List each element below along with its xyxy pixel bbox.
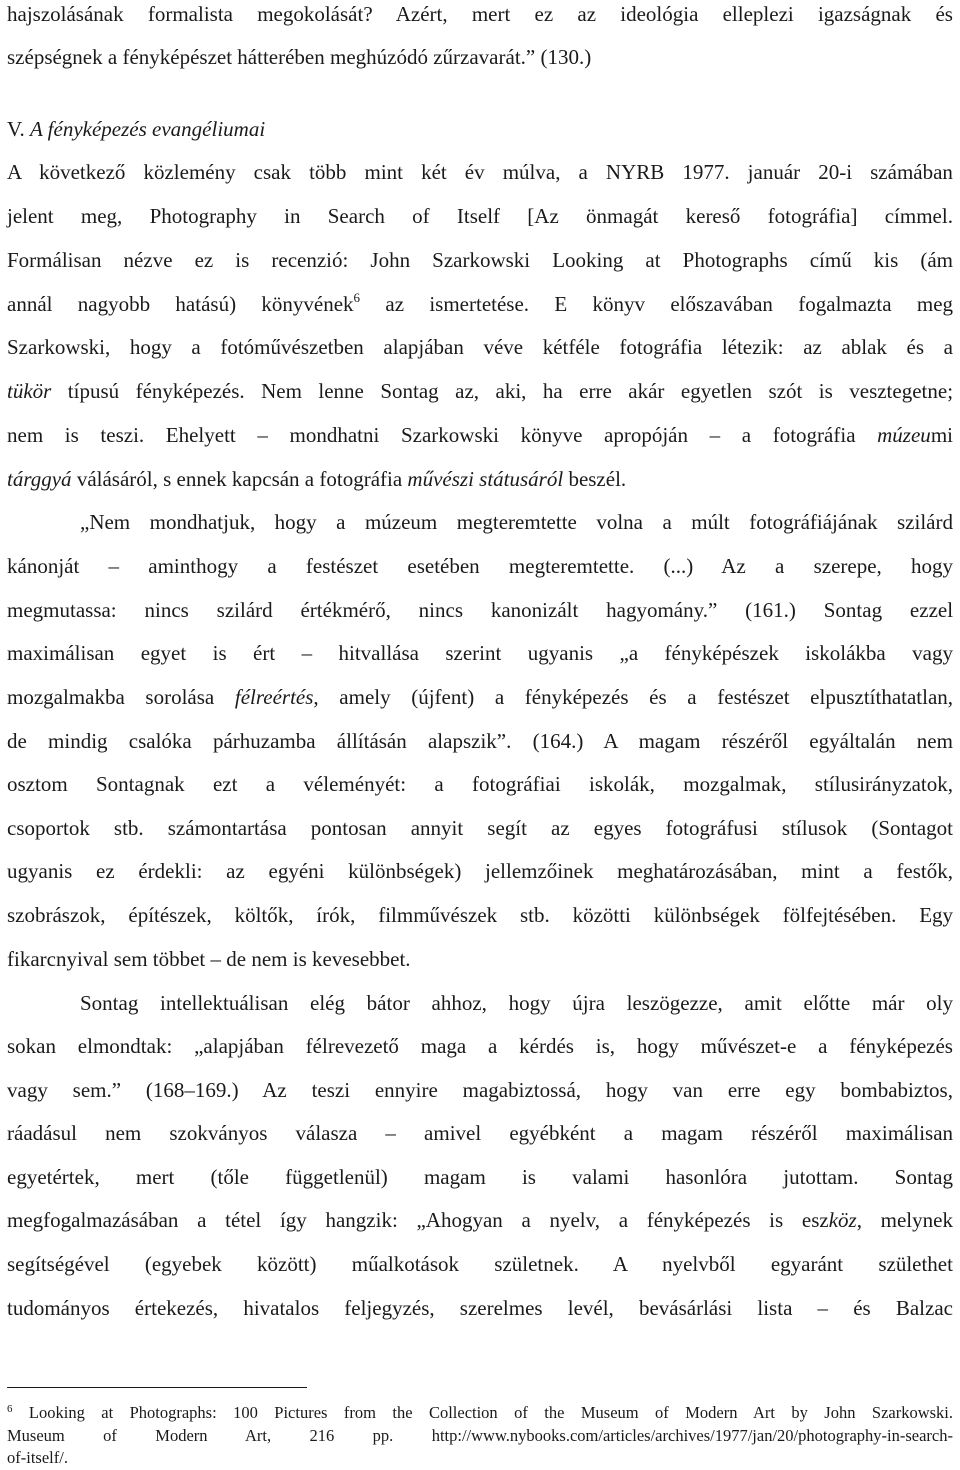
text-line [7,727,953,755]
text-run: nem is teszi. Ehelyett – mondhatni Szarkowski könyve apropóján – a fotográfia [7,423,878,447]
text-line [7,43,591,71]
text-run: beszél. [563,467,627,491]
text-run: fikarcnyival sem többet – de nem is kevesebbet. [7,947,411,971]
text-run: egyetértek, mert (tőle függetlenül) magam is valami hasonlóra jutottam. Sontag [7,1165,954,1189]
text-run: az ismertetése. E könyv előszavában fogalmazta meg [360,292,954,316]
text-line [7,1206,953,1234]
text-line [7,814,953,842]
text-run: hajszolásának formalista megokolását? Azért, mert ez az ideológia elleplezi igazságnak és [7,2,953,26]
text-run: csoportok stb. számontartása pontosan annyit segít az egyes fotográfusi stílusok (Sontagot [7,816,954,840]
text-line [7,0,953,28]
text-run: jelent meg, Photography in Search of Itself [Az önmagát kereső fotográfia] címmel. [7,204,953,228]
text-line [7,1032,953,1060]
footnote-separator [7,1387,307,1388]
italic-text: tükör [7,379,52,403]
text-run: , amely (újfent) a fényképezés és a festészet elpusztíthatatlan, [313,685,954,709]
text-line [7,1250,953,1278]
text-line [7,552,953,580]
text-run: megmutassa: nincs szilárd értékmérő, nincs kanonizált hagyomány.” (161.) Sontag ezzel [7,598,954,622]
italic-text: múzeu [877,423,931,447]
text-run: annál nagyobb hatású) könyvének [7,292,354,316]
text-line [7,945,411,973]
text-line [7,596,953,624]
text-line [7,1076,953,1104]
text-line [7,465,626,493]
text-line [7,246,953,274]
text-run: típusú fényképezés. Nem lenne Sontag az, aki, ha erre akár egyetlen szót is vesztegetne; [51,379,954,403]
text-line [7,683,953,711]
text-run: of-itself/. [7,1448,68,1467]
text-run: Sontag intellektuálisan elég bátor ahhoz, hogy újra leszögezze, amit előtte már oly [80,991,954,1015]
text-run: mozgalmakba sorolása [7,685,235,709]
italic-text: A fényképezés evangéliumai [29,117,266,141]
text-run: tudományos értekezés, hivatalos feljegyzés, szerelmes levél, bevásárlási lista – és Balzac [7,1296,953,1320]
text-run: Szarkowski, hogy a fotóművészetben alapjában véve kétféle fotográfia létezik: az ablak és a [7,335,953,359]
footnote-line [7,1402,953,1424]
text-run: maximálisan egyet is ért – hitvallása szerint ugyanis „a fényképészek iskolákba vagy [7,641,953,665]
footnote-reference: 6 [353,290,361,305]
text-line [7,333,953,361]
text-line [80,989,953,1017]
text-run: de mindig csalóka párhuzamba állításán alapszik”. (164.) A magam részéről egyáltalán nem [7,729,953,753]
text-line [7,1163,953,1191]
text-run: osztom Sontagnak ezt a véleményét: a fotográfiai iskolák, mozgalmak, stílusirányzatok, [7,772,954,796]
text-run: Formálisan nézve ez is recenzió: John Szarkowski Looking at Photographs című kis (ám [7,248,954,272]
text-run: Looking at Photographs: 100 Pictures from the Collection of the Museum of Modern Art by John Szarkowski. [12,1403,954,1422]
italic-text: félreértés [234,685,314,709]
text-line [7,1294,953,1322]
text-line [7,202,953,230]
text-line [7,770,953,798]
text-line [7,115,265,143]
text-run: kánonját – aminthogy a festészet esetében megteremtette. (...) Az a szerepe, hogy [7,554,954,578]
text-line [7,158,953,186]
text-line [7,290,953,318]
text-line [7,857,953,885]
text-run: V. [7,117,30,141]
text-line [7,421,953,449]
text-line [7,377,953,405]
text-line [80,508,953,536]
text-run: Museum of Modern Art, 216 pp. http://www.nybooks.com/articles/archives/1977/jan/20/photography-in-search- [7,1426,953,1445]
text-run: mi [930,423,953,447]
text-run: vagy sem.” (168–169.) Az teszi ennyire magabiztossá, hogy van erre egy bombabiztos, [7,1078,953,1102]
italic-text: művészi státusáról [407,467,564,491]
italic-text: köz [828,1208,857,1232]
footnote-line [7,1425,953,1447]
text-run: sokan elmondtak: „alapjában félrevezető maga a kérdés is, hogy művészet-e a fényképezés [7,1034,953,1058]
text-line [7,901,953,929]
footnote-reference: 6 [7,1403,13,1415]
text-run: válásáról, s ennek kapcsán a fotográfia [71,467,408,491]
text-run: megfogalmazásában a tétel így hangzik: „Ahogyan a nyelv, a fényképezés is esz [7,1208,829,1232]
text-run: A következő közlemény csak több mint két év múlva, a NYRB 1977. január 20-i számában [7,160,953,184]
text-run: szobrászok, építészek, költők, írók, filmművészek stb. közötti különbségek fölfejtésében. Egy [7,903,954,927]
text-run: , melynek [856,1208,953,1232]
text-line [7,1119,953,1147]
text-line [7,639,953,667]
text-run: segítségével (egyebek között) műalkotások születnek. A nyelvből egyaránt születhet [7,1252,953,1276]
text-run: „Nem mondhatjuk, hogy a múzeum megteremtette volna a múlt fotográfiájának szilárd [80,510,953,534]
text-run: ráadásul nem szokványos válasza – amivel egyébként a magam részéről maximálisan [7,1121,954,1145]
footnote-line [7,1447,68,1469]
italic-text: tárggyá [7,467,72,491]
text-run: ugyanis ez érdekli: az egyéni különbségek) jellemzőinek meghatározásában, mint a festők, [7,859,953,883]
text-run: szépségnek a fényképészet hátterében meghúzódó zűrzavarát.” (130.) [7,45,592,69]
